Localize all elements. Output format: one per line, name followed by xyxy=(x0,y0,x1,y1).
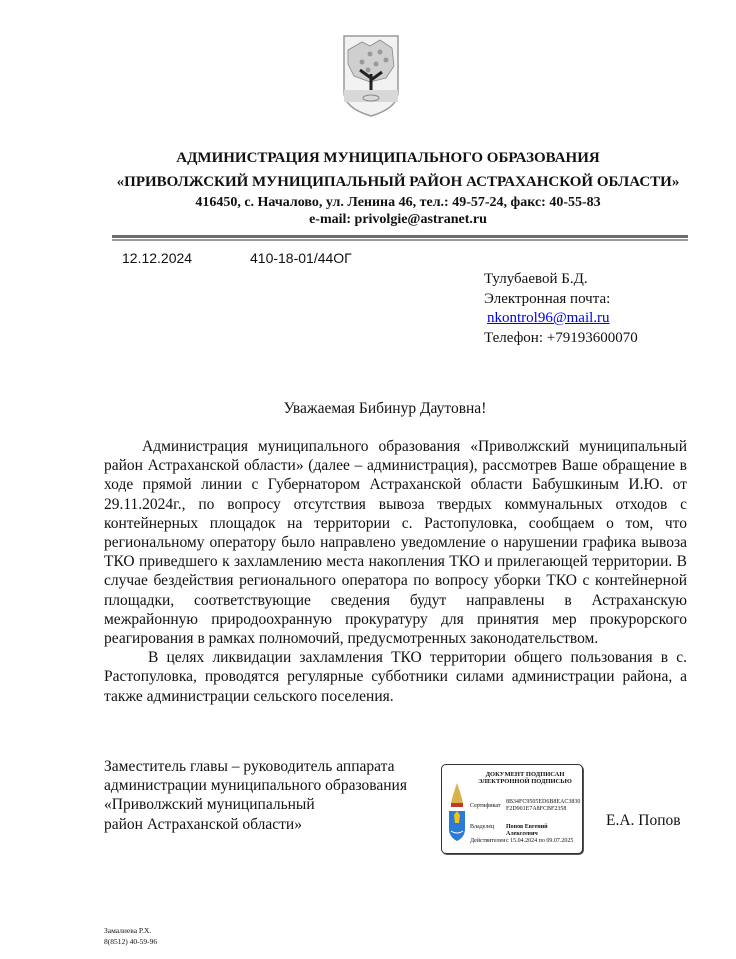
signer-position xyxy=(104,757,407,834)
stamp-owner-row xyxy=(470,824,580,838)
letter-body xyxy=(104,437,687,706)
stamp-certificate-row xyxy=(470,799,580,813)
stamp-owner-value: Попов Евгений Алексеевич xyxy=(506,824,548,837)
registration-date: 12.12.2024 xyxy=(122,250,193,266)
stamp-title-line: ЭЛЕКТРОННОЙ ПОДПИСЬЮ xyxy=(478,778,572,786)
header-divider xyxy=(112,235,688,241)
stamp-owner-label: Владелец xyxy=(470,824,495,830)
signer-position-line: район Астраханской области» xyxy=(104,815,302,833)
signer-position-line: «Приволжский муниципальный xyxy=(104,796,315,814)
stamp-certificate-value xyxy=(506,799,580,813)
stamp-certificate-label: Сертификат xyxy=(470,803,501,809)
stamp-validity-label: Действителен xyxy=(470,838,506,844)
stamp-validity-value: с 15.04.2024 по 09.07.2025 xyxy=(506,838,574,844)
electronic-signature-stamp xyxy=(441,764,583,854)
letterhead-email: e-mail: privolgie@astranet.ru xyxy=(309,212,487,227)
stamp-validity-row xyxy=(470,838,580,845)
body-paragraph-1: Администрация муниципального образования «Приволжский муниципальный район Астраханской области» (далее – администрация), рассмотрев Ваше обращение в ходе прямой линии с Губернатором Астраханской области Бабушкиным И.Ю. от 29.11.2024г., по вопросу отсутствия вывоза твердых коммунальных отходов с контейнерных площадок на территории с. Растопуловка, сообщаем о том, что региональному оператору было направлено уведомление о нарушении графика вывоза ТКО приведшего к захламлению места накопления ТКО и прилегающей территории. В случае бездействия регионального оператора по вопросу уборки ТКО с контейнерной площадки, соответствующие сведения будут направлены в Астраханскую межрайонную природоохранную прокуратуру для принятия мер прокурорского реагирования в рамках полномочий, предусмотренных законодательством. xyxy=(104,438,687,648)
addressee-email-label: Электронная почта: xyxy=(484,290,611,307)
addressee-name: Тулубаевой Б.Д. xyxy=(484,271,588,287)
executor-name: Замалиева Р.Х. xyxy=(104,926,152,935)
stamp-certificate-line: F2D901E7A8FCBF2358 xyxy=(506,805,567,812)
letterhead-title: АДМИНИСТРАЦИЯ МУНИЦИПАЛЬНОГО ОБРАЗОВАНИЯ xyxy=(176,150,600,166)
signer-name: Е.А. Попов xyxy=(606,812,681,829)
body-paragraph-2: В целях ликвидации захламления ТКО территории общего пользования в с. Растопуловка, проводятся регулярные субботники силами администрации района, а также администрации сельского поселения. xyxy=(104,649,687,705)
astrakhan-region-crest-icon xyxy=(447,781,467,845)
stamp-title xyxy=(470,771,580,786)
greeting: Уважаемая Бибинур Даутовна! xyxy=(283,400,487,417)
addressee-email-link[interactable]: nkontrol96@mail.ru xyxy=(487,310,610,326)
district-coat-of-arms-icon xyxy=(340,30,402,120)
addressee-block xyxy=(484,270,638,348)
executor-info xyxy=(104,925,157,947)
stamp-certificate-line: 8B34FC9505ED6B8EAC3830 xyxy=(506,799,581,805)
letterhead-subtitle: «ПРИВОЛЖСКИЙ МУНИЦИПАЛЬНЫЙ РАЙОН АСТРАХАНСКОЙ ОБЛАСТИ» xyxy=(116,174,680,190)
stamp-title-line: ДОКУМЕНТ ПОДПИСАН xyxy=(485,771,565,778)
registration-number: 410-18-01/44ОГ xyxy=(250,250,352,266)
addressee-phone: Телефон: +79193600070 xyxy=(484,329,638,346)
letterhead-address: 416450, с. Началово, ул. Ленина 46, тел.: 49-57-24, факс: 40-55-83 xyxy=(195,195,601,210)
signer-position-line: администрации муниципального образования xyxy=(104,777,407,795)
executor-phone: 8(8512) 40-59-96 xyxy=(104,937,158,946)
signer-position-line: Заместитель главы – руководитель аппарата xyxy=(104,758,395,775)
